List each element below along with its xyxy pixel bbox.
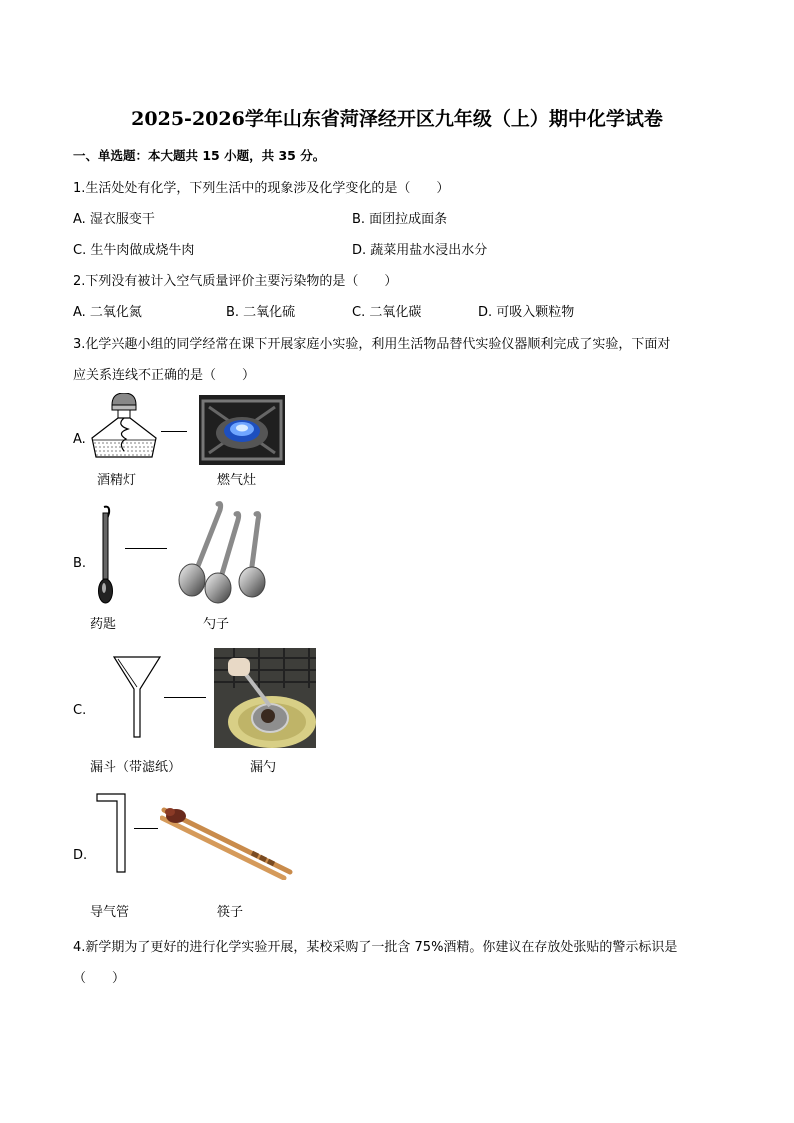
pair-a-left-label: 酒精灯	[97, 473, 137, 488]
question-4-stem-line1: 4.新学期为了更好的进行化学实验开展，某校采购了一批含 75%酒精。你建议在存放处张贴的警示标识是	[73, 940, 678, 955]
exam-title: 2025-2026学年山东省菏泽经开区九年级（上）期中化学试卷	[131, 108, 663, 130]
delivery-tube-icon	[95, 792, 135, 874]
question-1-option-a: A. 湿衣服变干	[73, 212, 155, 227]
pair-b-right-label: 勺子	[203, 617, 230, 632]
funnel-icon	[112, 655, 162, 740]
pair-a-connector	[161, 431, 187, 432]
pair-d-left-label: 导气管	[90, 905, 130, 920]
pair-b-connector	[125, 548, 167, 549]
question-2-option-c: C. 二氧化碳	[352, 305, 422, 320]
pair-d-right-label: 筷子	[217, 905, 244, 920]
question-1-option-c: C. 生牛肉做成烧牛肉	[73, 243, 195, 258]
question-2-option-b: B. 二氧化硫	[226, 305, 296, 320]
question-3-stem-line2: 应关系连线不正确的是（ ）	[73, 368, 256, 383]
chopsticks-photo	[160, 800, 295, 880]
pair-b-letter: B.	[73, 556, 87, 571]
pair-d-connector	[134, 828, 158, 829]
question-3-stem-line1: 3.化学兴趣小组的同学经常在课下开展家庭小实验，利用生活物品替代实验仪器顺利完成了实验，下面对	[73, 337, 671, 352]
pair-d-letter: D.	[73, 848, 88, 863]
question-2-stem: 2.下列没有被计入空气质量评价主要污染物的是（ ）	[73, 274, 398, 289]
question-1-option-d: D. 蔬菜用盐水浸出水分	[352, 243, 488, 258]
section-heading: 一、单选题：本大题共 15 小题，共 35 分。	[73, 148, 326, 163]
alcohol-lamp-icon	[88, 393, 160, 465]
question-2-option-d: D. 可吸入颗粒物	[478, 305, 575, 320]
question-2-option-a: A. 二氧化氮	[73, 305, 142, 320]
pair-c-letter: C.	[73, 703, 87, 718]
gas-stove-photo	[199, 395, 285, 465]
pair-a-letter: A.	[73, 432, 86, 447]
pair-c-connector	[164, 697, 206, 698]
spoons-photo	[170, 500, 275, 605]
pair-a-right-label: 燃气灶	[217, 473, 257, 488]
question-4-stem-line2: （ ）	[73, 971, 126, 986]
strainer-photo	[214, 648, 316, 748]
question-1-stem: 1.生活处处有化学，下列生活中的现象涉及化学变化的是（ ）	[73, 181, 450, 196]
pair-c-right-label: 漏勺	[250, 760, 277, 775]
medicine-spoon-icon	[90, 505, 122, 605]
pair-b-left-label: 药匙	[90, 617, 117, 632]
question-1-option-b: B. 面团拉成面条	[352, 212, 448, 227]
pair-c-left-label: 漏斗（带滤纸）	[90, 760, 182, 775]
